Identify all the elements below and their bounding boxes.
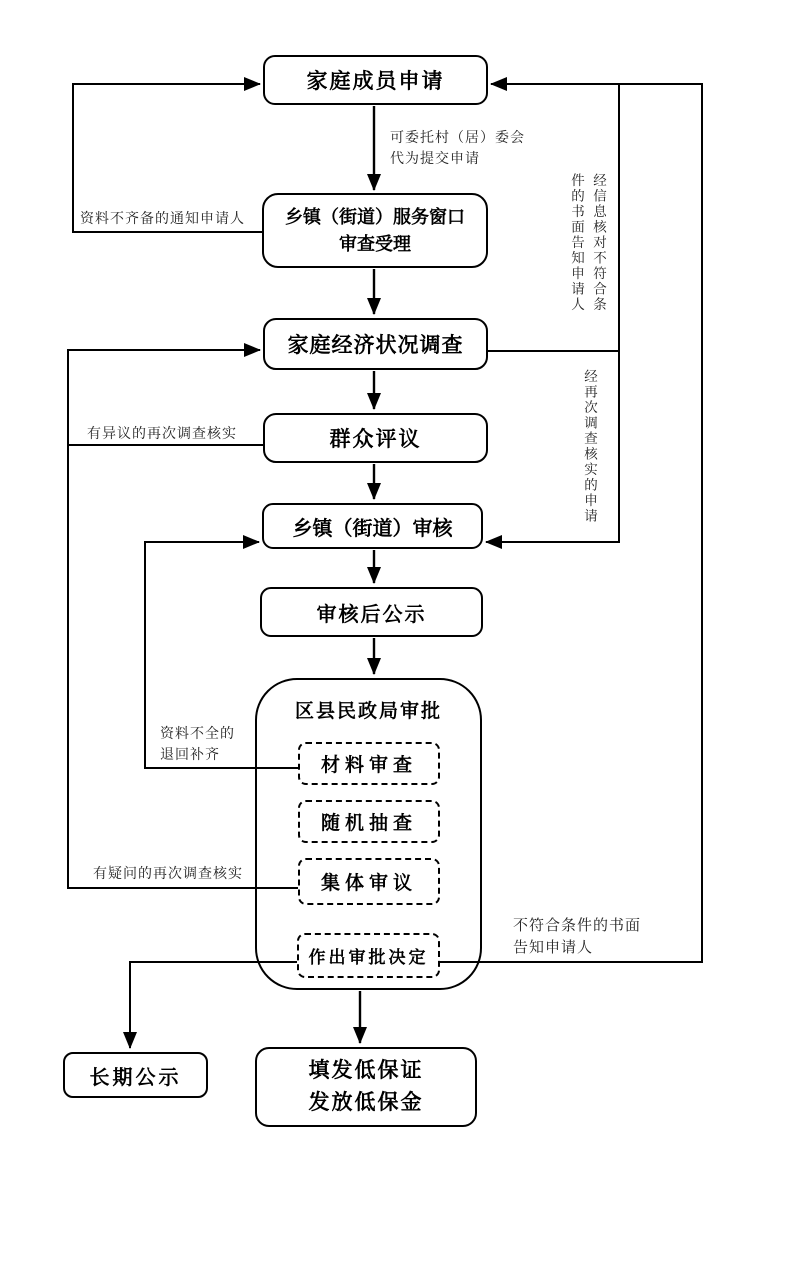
node-collective-review (298, 858, 440, 905)
node-issue-certificate (255, 1047, 477, 1127)
node-public-review-label: 群众评议 (329, 428, 422, 451)
node-audit-publicity-label: 审核后公示 (316, 603, 427, 626)
node-economic-survey (263, 318, 488, 370)
node-collective-review-label: 集体审议 (320, 873, 417, 894)
label-delegate (390, 128, 525, 170)
label-incomplete-return (160, 724, 235, 766)
node-window-accept-line1: 乡镇（街道）服务窗口 (285, 206, 465, 227)
node-window-accept-line2: 审查受理 (339, 233, 411, 254)
node-town-audit-label: 乡镇（街道）审核 (292, 517, 453, 540)
label-info-check-notify-col2: 件的书面告知申请人 (569, 173, 584, 313)
node-audit-publicity (260, 587, 483, 637)
node-random-check (298, 800, 440, 843)
node-family-apply-label: 家庭成员申请 (306, 70, 445, 93)
node-issue-certificate-line2: 发放低保金 (308, 1091, 424, 1114)
label-notify-incomplete: 资料不齐备的通知申请人 (80, 212, 245, 227)
node-approval-decision-label: 作出审批决定 (308, 948, 429, 967)
node-public-review (263, 413, 488, 463)
node-window-accept (262, 193, 488, 268)
label-incomplete-return-line2: 退回补齐 (160, 748, 220, 763)
bureau-approval-container (255, 678, 482, 990)
bureau-approval-title: 区县民政局审批 (294, 701, 442, 722)
label-notify-unqualified-line2: 告知申请人 (513, 940, 594, 956)
label-info-check-notify-col1: 经信息核对不符合条 (591, 173, 606, 313)
label-recheck-apply: 经再次调查核实的申请 (582, 369, 597, 524)
node-economic-survey-label: 家庭经济状况调查 (287, 334, 464, 357)
label-incomplete-return-line1: 资料不全的 (160, 727, 235, 742)
label-delegate-line1: 可委托村（居）委会 (390, 131, 525, 146)
node-material-review (298, 742, 440, 785)
node-random-check-label: 随机抽查 (320, 813, 417, 834)
label-notify-unqualified (513, 915, 641, 959)
label-objection-recheck: 有异议的再次调查核实 (87, 427, 237, 442)
label-notify-unqualified-line1: 不符合条件的书面 (513, 918, 642, 934)
label-delegate-line2: 代为提交申请 (390, 152, 480, 167)
node-approval-decision (297, 933, 440, 978)
node-family-apply (263, 55, 488, 105)
node-long-publicity (63, 1052, 208, 1098)
node-long-publicity-label: 长期公示 (89, 1066, 182, 1089)
node-material-review-label: 材料审查 (320, 755, 417, 776)
node-issue-certificate-line1: 填发低保证 (308, 1059, 424, 1082)
label-doubt-recheck: 有疑问的再次调查核实 (93, 867, 243, 882)
node-town-audit (262, 503, 483, 549)
